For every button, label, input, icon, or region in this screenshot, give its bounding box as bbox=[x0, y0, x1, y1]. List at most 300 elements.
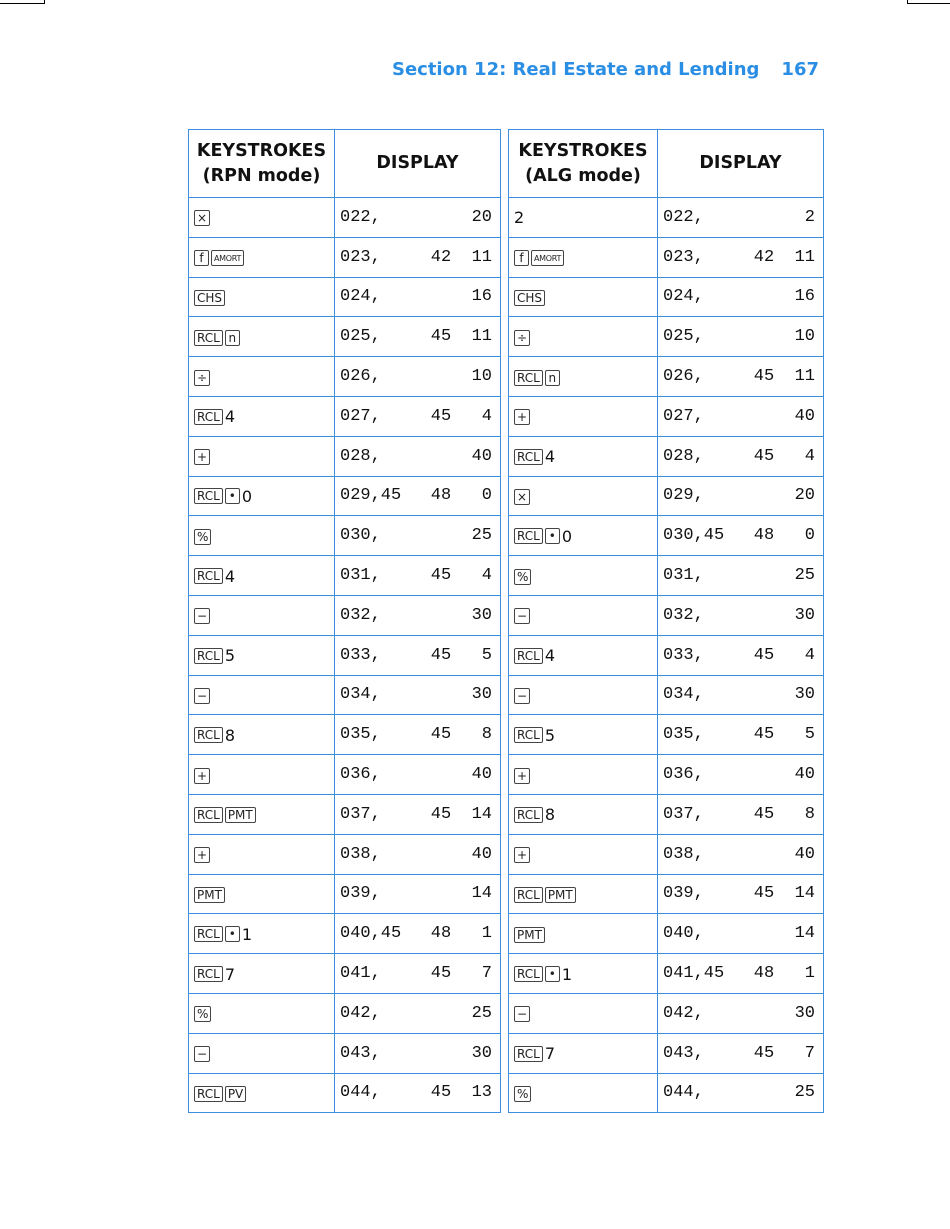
section-title: Section 12: Real Estate and Lending bbox=[391, 59, 760, 80]
table-row bbox=[509, 715, 824, 755]
display-cell bbox=[335, 237, 501, 277]
keystroke-cell bbox=[189, 954, 335, 994]
table-row bbox=[509, 198, 824, 238]
display-keycode: 25 bbox=[471, 526, 492, 546]
display-keycode: 42 11 bbox=[753, 247, 815, 267]
keystroke-cell bbox=[509, 834, 658, 874]
display-cell bbox=[335, 914, 501, 954]
keystroke-cell bbox=[189, 874, 335, 914]
table-row bbox=[509, 556, 824, 596]
alg-keystrokes-header bbox=[509, 130, 658, 198]
alg-table-body bbox=[509, 198, 824, 1113]
display-keycode: 25 bbox=[794, 566, 815, 586]
display-cell bbox=[658, 1033, 824, 1073]
display-step: 025, bbox=[340, 327, 381, 347]
calculator-key: RCL bbox=[514, 727, 543, 743]
display-keycode: 45 4 bbox=[753, 645, 815, 665]
calculator-key: f bbox=[514, 250, 529, 266]
calculator-key: RCL bbox=[194, 568, 223, 584]
keystroke-cell bbox=[189, 277, 335, 317]
calculator-key: n bbox=[545, 370, 560, 386]
display-cell bbox=[335, 1033, 501, 1073]
display-keycode: 48 1 bbox=[753, 964, 815, 984]
keystroke-cell bbox=[189, 317, 335, 357]
display-step: 026, bbox=[663, 367, 704, 387]
display-keycode: 45 7 bbox=[430, 964, 492, 984]
keystroke-cell bbox=[509, 436, 658, 476]
display-cell bbox=[658, 1073, 824, 1113]
display-step: 028, bbox=[340, 446, 381, 466]
display-step: 038, bbox=[663, 844, 704, 864]
display-cell bbox=[335, 993, 501, 1033]
display-cell bbox=[335, 357, 501, 397]
keystroke-cell bbox=[509, 954, 658, 994]
calculator-key: f bbox=[194, 250, 209, 266]
display-cell bbox=[658, 436, 824, 476]
keystroke-cell bbox=[189, 1073, 335, 1113]
display-keycode: 30 bbox=[794, 685, 815, 705]
keystroke-digit: 8 bbox=[224, 725, 235, 745]
table-row bbox=[189, 277, 501, 317]
keystroke-cell bbox=[509, 755, 658, 795]
display-step: 042, bbox=[663, 1003, 704, 1023]
table-row bbox=[509, 516, 824, 556]
table-row bbox=[189, 396, 501, 436]
display-cell bbox=[658, 635, 824, 675]
rpn-table-body bbox=[189, 198, 501, 1113]
keystroke-cell bbox=[189, 715, 335, 755]
display-step: 041,45 bbox=[663, 964, 725, 984]
display-cell bbox=[335, 635, 501, 675]
keystroke-cell bbox=[189, 993, 335, 1033]
keystroke-cell bbox=[509, 317, 658, 357]
display-step: 030,45 bbox=[663, 526, 725, 546]
table-row bbox=[189, 436, 501, 476]
display-keycode: 30 bbox=[471, 685, 492, 705]
table-row bbox=[189, 715, 501, 755]
keystroke-digit: 5 bbox=[544, 725, 555, 745]
display-step: 037, bbox=[663, 804, 704, 824]
table-row bbox=[509, 794, 824, 834]
table-row bbox=[189, 914, 501, 954]
display-step: 031, bbox=[340, 566, 381, 586]
display-step: 043, bbox=[663, 1043, 704, 1063]
calculator-key: % bbox=[514, 1086, 531, 1102]
table-row bbox=[189, 834, 501, 874]
display-cell bbox=[658, 396, 824, 436]
calculator-key: RCL bbox=[194, 409, 223, 425]
keystroke-cell bbox=[189, 794, 335, 834]
display-keycode: 48 0 bbox=[753, 526, 815, 546]
display-keycode: 42 11 bbox=[430, 247, 492, 267]
table-row bbox=[509, 1033, 824, 1073]
display-keycode: 14 bbox=[471, 884, 492, 904]
keystroke-cell bbox=[509, 595, 658, 635]
calculator-key: RCL bbox=[194, 648, 223, 664]
display-step: 022, bbox=[340, 207, 381, 227]
keystroke-cell bbox=[189, 595, 335, 635]
keystroke-digit: 7 bbox=[544, 1044, 555, 1064]
table-row bbox=[509, 1073, 824, 1113]
alg-header-keystrokes-label: KEYSTROKES bbox=[518, 140, 648, 161]
table-row bbox=[189, 357, 501, 397]
keystroke-cell bbox=[509, 357, 658, 397]
calculator-key: AMORT bbox=[211, 250, 244, 266]
keystroke-cell bbox=[509, 198, 658, 238]
display-cell bbox=[658, 357, 824, 397]
rpn-header-keystrokes-label: KEYSTROKES bbox=[196, 140, 327, 161]
keystroke-digit: 2 bbox=[514, 208, 525, 228]
table-row bbox=[189, 954, 501, 994]
display-keycode: 45 14 bbox=[753, 884, 815, 904]
display-keycode: 45 5 bbox=[430, 645, 492, 665]
calculator-key: RCL bbox=[194, 488, 223, 504]
table-row bbox=[509, 834, 824, 874]
display-step: 029,45 bbox=[340, 486, 402, 506]
calculator-key: × bbox=[194, 210, 210, 226]
display-step: 034, bbox=[663, 685, 704, 705]
keystroke-cell bbox=[509, 635, 658, 675]
calculator-key: − bbox=[514, 1006, 530, 1022]
keystroke-digit: 0 bbox=[561, 526, 572, 546]
display-cell bbox=[658, 715, 824, 755]
keystroke-cell bbox=[509, 874, 658, 914]
display-cell bbox=[658, 556, 824, 596]
keystroke-digit: 1 bbox=[561, 964, 572, 984]
calculator-key: + bbox=[194, 768, 210, 784]
display-cell bbox=[335, 595, 501, 635]
display-keycode: 45 8 bbox=[430, 725, 492, 745]
table-row bbox=[189, 1073, 501, 1113]
display-cell bbox=[658, 914, 824, 954]
display-keycode: 40 bbox=[794, 844, 815, 864]
display-step: 036, bbox=[340, 765, 381, 785]
calculator-key: RCL bbox=[514, 1046, 543, 1062]
display-step: 023, bbox=[340, 247, 381, 267]
display-cell bbox=[658, 237, 824, 277]
display-step: 028, bbox=[663, 446, 704, 466]
crop-mark-right bbox=[907, 0, 950, 4]
calculator-key: CHS bbox=[514, 290, 545, 306]
calculator-key: − bbox=[194, 608, 210, 624]
display-step: 041, bbox=[340, 964, 381, 984]
display-keycode: 40 bbox=[471, 765, 492, 785]
keystroke-cell bbox=[509, 396, 658, 436]
table-row bbox=[189, 237, 501, 277]
table-row bbox=[509, 954, 824, 994]
display-keycode: 20 bbox=[794, 486, 815, 506]
display-keycode: 14 bbox=[794, 924, 815, 944]
keystroke-cell bbox=[509, 516, 658, 556]
display-keycode: 2 bbox=[804, 207, 815, 227]
keystroke-cell bbox=[189, 556, 335, 596]
display-keycode: 48 0 bbox=[430, 486, 492, 506]
display-cell bbox=[658, 595, 824, 635]
keystroke-cell bbox=[509, 993, 658, 1033]
keystroke-cell bbox=[509, 556, 658, 596]
calculator-key: % bbox=[194, 529, 211, 545]
calculator-key: − bbox=[514, 688, 530, 704]
table-row bbox=[189, 874, 501, 914]
display-cell bbox=[658, 834, 824, 874]
keystroke-cell bbox=[189, 516, 335, 556]
display-step: 040,45 bbox=[340, 924, 402, 944]
display-cell bbox=[658, 794, 824, 834]
keystroke-cell bbox=[509, 1073, 658, 1113]
keystroke-cell bbox=[189, 476, 335, 516]
keystroke-digit: 5 bbox=[224, 646, 235, 666]
keystroke-cell bbox=[509, 675, 658, 715]
display-cell bbox=[658, 993, 824, 1033]
display-step: 033, bbox=[663, 645, 704, 665]
keystroke-cell bbox=[509, 794, 658, 834]
display-step: 044, bbox=[340, 1083, 381, 1103]
display-cell bbox=[335, 396, 501, 436]
calculator-key: + bbox=[514, 847, 530, 863]
display-step: 029, bbox=[663, 486, 704, 506]
calculator-key: % bbox=[514, 569, 531, 585]
display-cell bbox=[335, 715, 501, 755]
display-keycode: 30 bbox=[471, 605, 492, 625]
calculator-key: ÷ bbox=[514, 330, 530, 346]
keystroke-digit: 4 bbox=[544, 447, 555, 467]
display-cell bbox=[335, 755, 501, 795]
calculator-key: PV bbox=[225, 1086, 246, 1102]
calculator-key: • bbox=[545, 528, 560, 544]
keystroke-digit: 8 bbox=[544, 805, 555, 825]
display-cell bbox=[335, 556, 501, 596]
keystroke-cell bbox=[189, 198, 335, 238]
display-step: 038, bbox=[340, 844, 381, 864]
display-step: 024, bbox=[663, 287, 704, 307]
calculator-key: RCL bbox=[194, 926, 223, 942]
table-row bbox=[509, 396, 824, 436]
table-row bbox=[509, 317, 824, 357]
table-row bbox=[509, 476, 824, 516]
display-cell bbox=[658, 277, 824, 317]
display-cell bbox=[335, 794, 501, 834]
calculator-key: PMT bbox=[514, 927, 545, 943]
keystroke-cell bbox=[509, 476, 658, 516]
table-row bbox=[189, 516, 501, 556]
display-step: 036, bbox=[663, 765, 704, 785]
calculator-key: − bbox=[194, 688, 210, 704]
display-keycode: 45 5 bbox=[753, 725, 815, 745]
display-step: 042, bbox=[340, 1003, 381, 1023]
keystroke-cell bbox=[189, 755, 335, 795]
display-cell bbox=[335, 476, 501, 516]
calculator-key: RCL bbox=[514, 449, 543, 465]
display-step: 039, bbox=[663, 884, 704, 904]
display-cell bbox=[335, 834, 501, 874]
crop-mark-left bbox=[0, 0, 45, 4]
display-step: 026, bbox=[340, 367, 381, 387]
keystroke-cell bbox=[189, 357, 335, 397]
calculator-key: + bbox=[194, 847, 210, 863]
calculator-key: + bbox=[194, 449, 210, 465]
display-keycode: 10 bbox=[794, 327, 815, 347]
display-keycode: 30 bbox=[794, 605, 815, 625]
keystroke-cell bbox=[189, 675, 335, 715]
display-cell bbox=[335, 277, 501, 317]
display-step: 033, bbox=[340, 645, 381, 665]
display-keycode: 45 4 bbox=[430, 566, 492, 586]
display-cell bbox=[658, 516, 824, 556]
display-keycode: 40 bbox=[471, 844, 492, 864]
keystroke-cell bbox=[509, 277, 658, 317]
display-cell bbox=[335, 436, 501, 476]
display-keycode: 45 7 bbox=[753, 1043, 815, 1063]
display-step: 043, bbox=[340, 1043, 381, 1063]
display-keycode: 45 11 bbox=[430, 327, 492, 347]
calculator-key: + bbox=[514, 409, 530, 425]
table-row bbox=[509, 237, 824, 277]
display-step: 044, bbox=[663, 1083, 704, 1103]
display-keycode: 30 bbox=[471, 1043, 492, 1063]
display-step: 040, bbox=[663, 924, 704, 944]
display-cell bbox=[658, 954, 824, 994]
display-step: 032, bbox=[663, 605, 704, 625]
calculator-key: RCL bbox=[514, 528, 543, 544]
display-keycode: 45 4 bbox=[430, 406, 492, 426]
display-keycode: 45 11 bbox=[753, 367, 815, 387]
table-row bbox=[509, 914, 824, 954]
display-step: 030, bbox=[340, 526, 381, 546]
display-cell bbox=[335, 198, 501, 238]
table-row bbox=[189, 317, 501, 357]
display-step: 025, bbox=[663, 327, 704, 347]
calculator-key: RCL bbox=[194, 1086, 223, 1102]
keystroke-cell bbox=[509, 914, 658, 954]
display-step: 027, bbox=[663, 406, 704, 426]
calculator-key: RCL bbox=[194, 330, 223, 346]
display-cell bbox=[335, 516, 501, 556]
display-step: 034, bbox=[340, 685, 381, 705]
table-row bbox=[509, 755, 824, 795]
display-cell bbox=[658, 874, 824, 914]
display-cell bbox=[658, 476, 824, 516]
calculator-key: • bbox=[545, 966, 560, 982]
calculator-key: PMT bbox=[194, 887, 225, 903]
table-row bbox=[189, 198, 501, 238]
calculator-key: − bbox=[514, 608, 530, 624]
alg-display-header: DISPLAY bbox=[658, 130, 824, 198]
calculator-key: RCL bbox=[514, 370, 543, 386]
table-row bbox=[509, 993, 824, 1033]
display-cell bbox=[335, 675, 501, 715]
display-keycode: 10 bbox=[471, 367, 492, 387]
display-keycode: 45 4 bbox=[753, 446, 815, 466]
calculator-key: AMORT bbox=[531, 250, 564, 266]
table-row bbox=[509, 874, 824, 914]
display-cell bbox=[335, 874, 501, 914]
calculator-key: n bbox=[225, 330, 240, 346]
table-row bbox=[189, 635, 501, 675]
table-row bbox=[509, 595, 824, 635]
display-keycode: 40 bbox=[794, 765, 815, 785]
keystroke-digit: 4 bbox=[224, 566, 235, 586]
keystroke-cell bbox=[189, 834, 335, 874]
display-keycode: 45 8 bbox=[753, 804, 815, 824]
calculator-key: + bbox=[514, 768, 530, 784]
table-row bbox=[189, 794, 501, 834]
calculator-key: • bbox=[225, 926, 240, 942]
keystroke-cell bbox=[509, 237, 658, 277]
table-row bbox=[509, 436, 824, 476]
table-row bbox=[509, 277, 824, 317]
display-cell bbox=[658, 675, 824, 715]
calculator-key: RCL bbox=[514, 648, 543, 664]
calculator-key: − bbox=[194, 1046, 210, 1062]
keystroke-digit: 0 bbox=[241, 486, 252, 506]
table-row bbox=[509, 357, 824, 397]
display-keycode: 16 bbox=[794, 287, 815, 307]
display-step: 031, bbox=[663, 566, 704, 586]
display-step: 035, bbox=[663, 725, 704, 745]
calculator-key: × bbox=[514, 489, 530, 505]
table-row bbox=[189, 993, 501, 1033]
calculator-key: ÷ bbox=[194, 370, 210, 386]
calculator-key: RCL bbox=[194, 807, 223, 823]
keystroke-digit: 1 bbox=[241, 924, 252, 944]
display-keycode: 40 bbox=[471, 446, 492, 466]
calculator-key: PMT bbox=[225, 807, 256, 823]
table-row bbox=[189, 675, 501, 715]
table-row bbox=[189, 476, 501, 516]
display-keycode: 30 bbox=[794, 1003, 815, 1023]
display-keycode: 45 14 bbox=[430, 804, 492, 824]
calculator-key: % bbox=[194, 1006, 211, 1022]
display-keycode: 48 1 bbox=[430, 924, 492, 944]
rpn-keystrokes-header bbox=[189, 130, 335, 198]
keystroke-cell bbox=[189, 396, 335, 436]
calculator-key: RCL bbox=[194, 966, 223, 982]
keystroke-digit: 4 bbox=[544, 646, 555, 666]
keystroke-cell bbox=[189, 237, 335, 277]
calculator-key: RCL bbox=[514, 887, 543, 903]
table-row bbox=[509, 675, 824, 715]
display-cell bbox=[335, 317, 501, 357]
display-step: 022, bbox=[663, 207, 704, 227]
alg-header-mode-label: (ALG mode) bbox=[525, 165, 641, 186]
calculator-key: • bbox=[225, 488, 240, 504]
page-number: 167 bbox=[781, 59, 819, 80]
keystroke-cell bbox=[189, 1033, 335, 1073]
display-keycode: 25 bbox=[471, 1003, 492, 1023]
display-cell bbox=[658, 198, 824, 238]
display-step: 035, bbox=[340, 725, 381, 745]
alg-table bbox=[508, 129, 824, 1113]
display-keycode: 16 bbox=[471, 287, 492, 307]
keystroke-cell bbox=[189, 635, 335, 675]
display-step: 023, bbox=[663, 247, 704, 267]
display-keycode: 25 bbox=[794, 1083, 815, 1103]
calculator-key: CHS bbox=[194, 290, 225, 306]
keystroke-digit: 4 bbox=[224, 407, 235, 427]
keystroke-cell bbox=[189, 914, 335, 954]
display-step: 032, bbox=[340, 605, 381, 625]
table-row bbox=[189, 1033, 501, 1073]
rpn-table bbox=[188, 129, 501, 1113]
calculator-key: RCL bbox=[514, 807, 543, 823]
keystroke-cell bbox=[189, 436, 335, 476]
keystroke-cell bbox=[509, 1033, 658, 1073]
display-step: 037, bbox=[340, 804, 381, 824]
rpn-display-header: DISPLAY bbox=[335, 130, 501, 198]
calculator-key: RCL bbox=[194, 727, 223, 743]
keystroke-digit: 7 bbox=[224, 964, 235, 984]
table-row bbox=[189, 556, 501, 596]
